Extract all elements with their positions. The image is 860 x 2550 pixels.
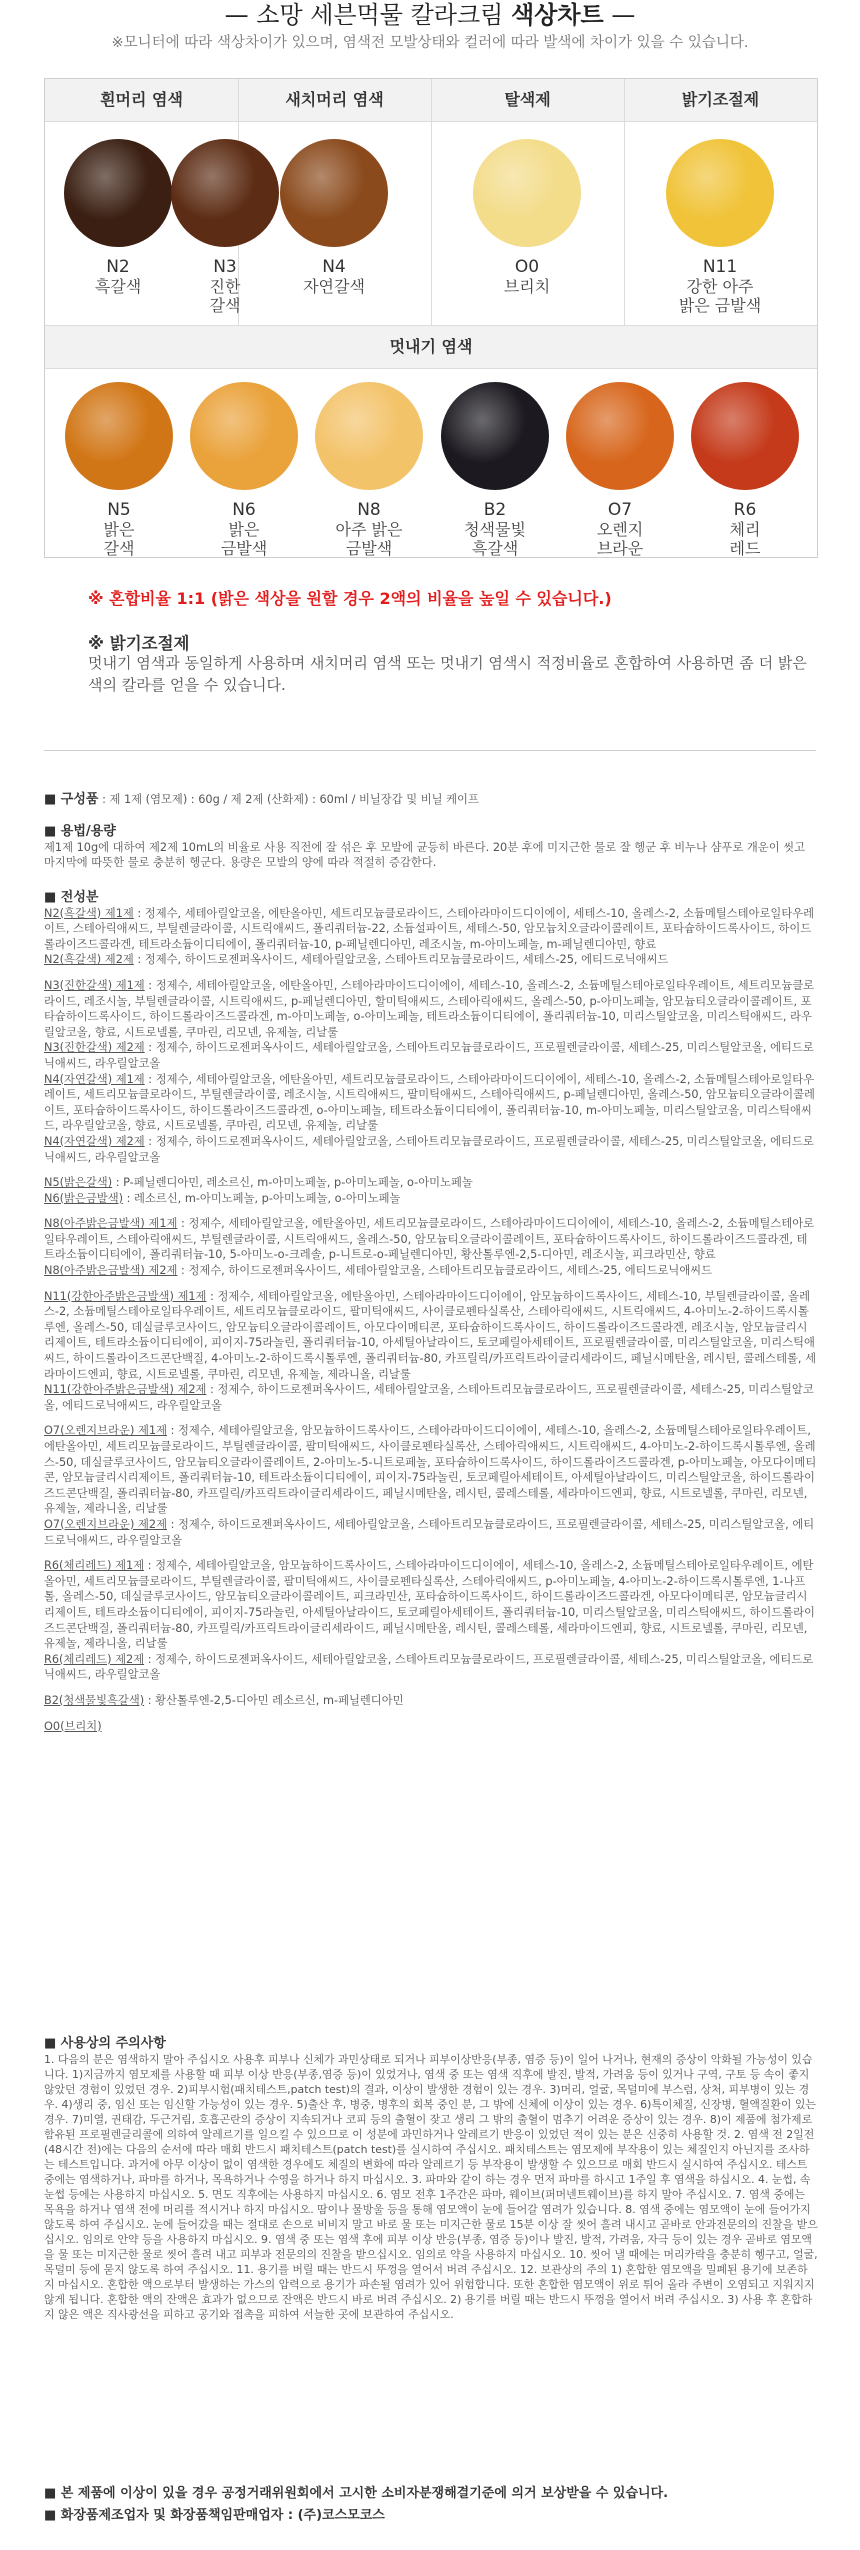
color-chart-table bbox=[44, 78, 818, 558]
mix-ratio-note: ※ 혼합비율 1:1 (밝은 색상을 원할 경우 2액의 비율을 높일 수 있습니다.) bbox=[88, 589, 612, 608]
ingredient-item bbox=[44, 1289, 818, 1383]
ingredient-text: : 레소르신, m-아미노페놀, p-아미노페놀, o-아미노페놀 bbox=[123, 1191, 401, 1205]
hair-swatch-icon bbox=[280, 139, 388, 247]
swatch-n11: N11 강한 아주 밝은 금발색 bbox=[660, 139, 780, 315]
ingredient-head: O7(오렌지브라운) 제2제 bbox=[44, 1517, 167, 1531]
swatch-n2: N2 흑갈색 bbox=[58, 139, 178, 296]
fashion-header-row bbox=[45, 326, 817, 369]
hair-swatch-icon bbox=[441, 382, 549, 490]
ingredient-item bbox=[44, 978, 818, 1040]
ingredient-text: : 황산톨루엔-2,5-디아민 레소르신, m-페닐렌디아민 bbox=[144, 1693, 404, 1707]
hair-swatch-icon bbox=[315, 382, 423, 490]
ingredient-item bbox=[44, 1693, 818, 1709]
ingredient-item bbox=[44, 906, 818, 953]
swatch-n4: N4 자연갈색 bbox=[274, 139, 394, 296]
ingredient-head: N5(밝은갈색) bbox=[44, 1176, 113, 1190]
ingredient-text: : 정제수, 하이드로젠퍼옥사이드, 세테아릴알코올, 스테아트리모늄클로라이드, 프로필렌글라이콜, 세테스-25, 미리스틸알코올, 에티드로닉애씨드, 라우릴알코올 bbox=[44, 1041, 814, 1070]
ingredient-head: N3(진한갈색) 제1제 bbox=[44, 978, 145, 992]
ingredient-head: N8(아주밝은금발색) 제1제 bbox=[44, 1217, 178, 1231]
ingredient-head: N6(밝은금발색) bbox=[44, 1191, 124, 1205]
hair-swatch-icon bbox=[64, 139, 172, 247]
ingredient-text: : 정제수, 하이드로젠퍼옥사이드, 세테아릴알코올, 스테아트리모늄클로라이드, 프로필렌글라이콜, 세테스-25, 미리스틸알코올, 에티드로닉애씨드, 라우릴알코올 bbox=[44, 1383, 814, 1412]
ingredient-text: : 정제수, 하이드로젠퍼옥사이드, 세테아릴알코올, 스테아트리모늄클로라이드, 세테스-25, 에티드로닉애씨드 bbox=[133, 953, 669, 967]
ingredient-item bbox=[44, 1517, 818, 1548]
ingredient-text: : 정제수, 하이드로젠퍼옥사이드, 세테아릴알코올, 스테아트리모늄클로라이드, 프로필렌글라이콜, 세테스-25, 미리스틸알코올, 에티드로닉애씨드, 라우릴알코올 bbox=[44, 1517, 815, 1547]
ingredient-text: : 정제수, 세테아릴알코올, 에탄올아민, 세트리모늄클로라이드, 스테아라마이드디이에이, 세테스-10, 올레스-2, 소듐메틸스테아로일타우레이트, 스테아릭애씨드, 부틸렌글라이콜, 시트릭애씨드, 폴리쿼터늄-22, 소듐설파이트, 세테스-50, 암모늄치오글라이콜레이트, 포타슘하이드록사이드, 하이드롤라이즈드콜라겐, 테트라소듐이디티에이, 폴리쿼터늄-10, p-페닐렌디아민, 레조시놀, m-아미노페놀, m-페닐렌디아민, 향료 bbox=[44, 906, 815, 951]
divider bbox=[44, 750, 816, 751]
ingredient-head: R6(체리레드) 제2제 bbox=[44, 1652, 145, 1666]
hair-swatch-icon bbox=[691, 382, 799, 490]
ingredient-item bbox=[44, 1191, 818, 1207]
ingredient-text: : 정제수, 세테아릴알코올, 에탄올아민, 세트리모늄클로라이드, 스테아라마이드디이에이, 세테스-10, 올레스-2, 소듐메틸스테아로일타우레이트, 스테아릭애씨드, 부틸렌글라이콜, 시트릭애씨드, 올레스-50, 암모늄티오글라이콜레이트, 포타슘하이드록사이드, 하이드롤라이즈드콜라겐, 테트라소듐이디티에이, 폴리쿼터늄-10, 5-아미노-o-크레솔, p-니트로-o-페닐렌디아민, 황산톨루엔-2,5-디아민, 레조시놀, 피크라민산, 향료 bbox=[44, 1217, 815, 1262]
ingredient-text: : 정제수, 하이드로젠퍼옥사이드, 세테아릴알코올, 스테아트리모늄클로라이드, 프로필렌글라이콜, 세테스-25, 미리스틸알코올, 에티드로닉애씨드, 라우릴알코올 bbox=[44, 1134, 814, 1164]
ingredient-list bbox=[44, 906, 818, 1735]
ingredient-head: N4(자연갈색) 제2제 bbox=[44, 1134, 145, 1148]
ingredient-head: B2(청색물빛흑갈색) bbox=[44, 1693, 145, 1707]
header-bleach: 탈색제 bbox=[504, 90, 551, 109]
ingredient-item bbox=[44, 1719, 818, 1735]
ingredient-text: : 정제수, 세테아릴알코올, 에탄올아민, 스테아라마이드디이에이, 암모늄하이드록사이드, 세테스-10, 부틸렌글라이콜, 올레스-2, 소듐메틸스테아로일타우레이트, 세트리모늄클로라이드, 팔미틱애씨드, 사이클로펜타실록산, 스테아릭애씨드, 시트릭애씨드, 4-아미노-2-하이드록시톨루엔, 올레스-50, 데실글루코사이드, 암모늄티오글라이콜레이트, 아모다이메티콘, 포타슘하이드록사이드, 하이드롤라이즈드콜라겐, 레조시놀, 암모늄글리시리제이트, 테트라소듐이디티에이, 피이지-75라놀린, 폴리쿼터늄-10, 아세틸아날라이드, 토코페릴아세테이트, 프로필렌글라이콜, 미리스틸알코올, 미리스틱애씨드, 하이드롤라이즈드콘단백질, 4-아미노-2-하이드록시톨루엔, 폴리쿼터늄-80, 카프릴릭/카프릭트라이글리세라이드, 페닐시메탄올, 레시틴, 콜레스테롤, 세라마이드엔피, 향료, 시트로넬롤, 쿠마린, 리모넨, 유제놀, 제라니올, 리날룰 bbox=[44, 1289, 817, 1381]
ingredient-head: N3(진한갈색) 제2제 bbox=[44, 1041, 145, 1055]
ingredient-item bbox=[44, 1263, 818, 1279]
ingredient-item bbox=[44, 1175, 818, 1191]
ingredient-head: O7(오렌지브라운) 제1제 bbox=[44, 1424, 167, 1438]
header-new-gray-dye: 새치머리 염색 bbox=[285, 90, 384, 109]
guarantee-note: ■ 본 제품에 이상이 있을 경우 공정거래위원회에서 고시한 소비자분쟁해결기준에 의거 보상받을 수 있습니다. bbox=[44, 2486, 669, 2501]
ingredient-text: : 정제수, 하이드로젠퍼옥사이드, 세테아릴알코올, 스테아트리모늄클로라이드, 세테스-25, 에티드로닉애씨드 bbox=[177, 1264, 713, 1278]
ingredient-head: R6(체리레드) 제1제 bbox=[44, 1559, 145, 1573]
ingredient-item bbox=[44, 1134, 818, 1165]
hair-swatch-icon bbox=[190, 382, 298, 490]
ingredients: ■ 전성분 N2(흑갈색) 제1제 : 정제수, 세테아릴알코올, 에탄올아민, 세트리모늄클로라이드, 스테아라마이드디이에이, 세테스-10, 올레스-2, 소듐메틸스테아로일타우레이트, 스테아릭애씨드, 부틸렌글라이콜, 시트릭애씨드, 폴리쿼터늄-22, 소듐설파이트, 세테스-50, 암모늄치오글라이콜레이트, 포타슘하이드록사이드, 하이드롤라이즈드콜라겐, 테트라소듐이디티에이, 폴리쿼터늄-10, p-페닐렌디아민, 레조시놀, m-아미노페놀, m-페닐렌디아민, 향료 N2(흑갈색) 제2제 : 정제수, 하이드로젠퍼옥사이드, 세테아릴알코올, 스테아트리모늄클로라이드, 세테스-25, 에티드로닉애씨드 N3(진한갈색) 제1제 : 정제수, 세테아릴알코올, 에탄올아민, 스테아라마이드디이에이, 세테스-10, 올레스-2, 소듐메틸스테아로일타우레이트, 세트리모늄클로라이드, 레조시놀, 부틸렌글라이콜, 시트릭애씨드, p-페닐렌디아민, 할미틱애씨드, 스테아릭애씨드, 올레스-50, p-아미노페놀, 암모늄티오글라이콜레이트, 포타슘하이드록사이드, 하이드롤라이즈드콜라겐, m-아미노페놀, o-아미노페놀, 테트라소듐이디티에이, 폴리쿼터늄-10, 미리스틸알코올, 미리스틱애씨드, 라우릴알코올, 향료, 시트로넬롤, 쿠마린, 리모넨, 유제놀, 리날룰 N3(진한갈색) 제2제 : 정제수, 하이드로젠퍼옥사이드, 세테아릴알코올, 스테아트리모늄클로라이드, 프로필렌글라이콜, 세테스-25, 미리스틸알코올, 에티드로닉애씨드, 라우릴알코올 N4(자연갈색) 제1제 : 정제수, 세테아릴알코올, 에탄올아민, 세트리모늄클로라이드, 스테아라마이드디이에이, 세테스-10, 올레스-2, 소듐메틸스테아로일타우레이트, 세트리모늄클로라이드, 부틸렌글라이콜, 레조시놀, 시트릭애씨드, 팔미틱애씨드, 스테아릭애씨드, p-페닐렌디아민, 올레스-50, 암모늄티오글라이콜레이트, 포타슘하이드록사이드, 하이드롤라이즈드콜라겐, o-아미노페놀, 테트라소듐이디티에이, 폴리쿼터늄-10, m-아미노페놀, 미리스틸알코올, 미리스틱애씨드, 라우릴알코올, 향료, 시트로넬롤, 쿠마린, 리모넨, 유제놀, 리날룰 N4(자연갈색) 제2제 : 정제수, 하이드로젠퍼옥사이드, 세테아릴알코올, 스테아트리모늄클로라이드, 프로필렌글라이콜, 세테스-25, 미리스틸알코올, 에티드로닉애씨드, 라우릴알코올 N5(밝은갈색) : P-페닐렌디아민, 레소르신, m-아미노페놀, p-아미노페놀, o-아미노페놀 N6(밝은금발색) : 레소르신, m-아미노페놀, p-아미노페놀, o-아미노페놀 N8(아주밝은금발색) 제1제 : 정제수, 세테아릴알코올, 에탄올아민, 세트리모늄클로라이드, 스테아라마이드디이에이, 세테스-10, 올레스-2, 소듐메틸스테아로일타우레이트, 스테아릭애씨드, 부틸렌글라이콜, 시트릭애씨드, 올레스-50, 암모늄티오글라이콜레이트, 포타슘하이드록사이드, 하이드롤라이즈드콜라겐, 테트라소듐이디티에이, 폴리쿼터늄-10, 5-아미노-o-크레솔, p-니트로-o-페닐렌디아민, 황산톨루엔-2,5-디아민, 레조시놀, 피크라민산, 향료 N8(아주밝은금발색) 제2제 : 정제수, 하이드로젠퍼옥사이드, 세테아릴알코올, 스테아트리모늄클로라이드, 세테스-25, 에티드로닉애씨드 N11(강한아주밝은금발색) 제1제 : 정제수, 세테아릴알코올, 에탄올아민, 스테아라마이드디이에이, 암모늄하이드록사이드, 세테스-10, 부틸렌글라이콜, 올레스-2, 소듐메틸스테아로일타우레이트, 세트리모늄클로라이드, 팔미틱애씨드, 사이클로펜타실록산, 스테아릭애씨드, 시트릭애씨드, 4-아미노-2-하이드록시톨루엔, 올레스-50, 데실글루코사이드, 암모늄티오글라이콜레이트, 아모다이메티콘, 포타슘하이드록사이드, 하이드롤라이즈드콜라겐, 레조시놀, 암모늄글리시리제이트, 테트라소듐이디티에이, 피이지-75라놀린, 폴리쿼터늄-10, 아세틸아날라이드, 토코페릴아세테이트, 프로필렌글라이콜, 미리스틸알코올, 미리스틱애씨드, 하이드롤라이즈드콘단백질, 4-아미노-2-하이드록시톨루엔, 폴리쿼터늄-80, 카프릴릭/카프릭트라이글리세라이드, 페닐시메탄올, 레시틴, 콜레스테롤, 세라마이드엔피, 향료, 시트로넬롤, 쿠마린, 리모넨, 유제놀, 제라니올, 리날룰 N11(강한아주밝은금발색) 제2제 : 정제수, 하이드로젠퍼옥사이드, 세테아릴알코올, 스테아트리모늄클로라이드, 프로필렌글라이콜, 세테스-25, 미리스틸알코올, 에티드로닉애씨드, 라우릴알코올 O7(오렌지브라운) 제1제 : 정제수, 세테아릴알코올, 암모늄하이드록사이드, 스테아라마이드디이에이, 세테스-10, 올레스-2, 소듐메틸스테아로일타우레이트, 에탄올아민, 세트리모늄클로라이드, 부틸렌글라이콜, 팔미틱애씨드, 사이클로펜타실록산, 스테아릭애씨드, 시트릭애씨드, 4-아미노-2-하이드록시톨루엔, 올레스-50, 데실글루코사이드, 암모늄티오글라이콜레이트, 2-아미노-5-니트로페놀, 포타슘하이드록사이드, 하이드롤라이즈드콜라겐, p-아미노페놀, 아모다이메티콘, 암모늄글리시리제이트, 폴리쿼터늄-10, 테트라소듐이디티에이, 피이지-75라놀린, 토코페릴아세테이트, 아세틸아날라이드, 미리스틸알코올, 하이드롤라이즈드콘단백질, 폴리쿼터늄-80, 카프릴릭/카프릭트라이글리세라이드, 페닐시메탄올, 레시틴, 콜레스테롤, 세라마이드엔피, 향료, 시트로넬롤, 쿠마린, 리모넨, 유제놀, 제라니올, 리날룰 O7(오렌지브라운) 제2제 : 정제수, 하이드로젠퍼옥사이드, 세테아릴알코올, 스테아트리모늄클로라이드, 프로필렌글라이콜, 세테스-25, 미리스틸알코올, 에티드로닉애씨드, 라우릴알코올 R6(체리레드) 제1제 : 정제수, 세테아릴알코올, 암모늄하이드록사이드, 스테아라마이드디이에이, 세테스-10, 올레스-2, 소듐메틸스테아로일타우레이트, 에탄올아민, 세트리모늄클로라이드, 부틸렌글라이콜, 팔미틱애씨드, 사이클로펜타실록산, 스테아릭애씨드, p-아미노페놀, 4-아미노-2-하이드록시톨루엔, 1-나프톨, 올레스-50, 데실글루코사이드, 암모늄티오글라이콜레이트, 피크라민산, 포타슘하이드록사이드, 하이드롤라이즈드콜라겐, 아모다이메티콘, 암모늄글리시리제이트, 테트라소듐이디티에이, 피이지-75라놀린, 아세틸아날라이드, 토코페릴아세테이트, 폴리쿼터늄-10, 미리스틸알코올, 미리스틱애씨드, 하이드롤라이즈드콘단백질, 폴리쿼터늄-80, 카프릴릭/카프릭트라이글리세라이드, 페닐시메탄올, 레시틴, 콜레스테롤, 세라마이드엔피, 향료, 시트로넬롤, 쿠마린, 리모넨, 유제놀, 제라니올, 리날룰 R6(체리레드) 제2제 : 정제수, 하이드로젠퍼옥사이드, 세테아릴알코올, 스테아트리모늄클로라이드, 프로필렌글라이콜, 세테스-25, 미리스틸알코올, 에티드로닉애씨드, 라우릴알코올 B2(청색물빛흑갈색) : 황산톨루엔-2,5-디아민 레소르신, m-페닐렌디아민 O0(브리치) bbox=[44, 890, 817, 1733]
header-gray-dye: 흰머리 염색 bbox=[100, 90, 183, 109]
brightener-text: 멋내기 염색과 동일하게 사용하며 새치머리 염색 또는 멋내기 염색시 적정비율로 혼합하여 사용하면 좀 더 밝은색의 칼라를 얻을 수 있습니다. bbox=[88, 654, 807, 694]
swatch-n8: N8 아주 밝은 금발색 bbox=[311, 382, 427, 558]
ingredient-item bbox=[44, 1382, 818, 1413]
ingredient-item bbox=[44, 1040, 818, 1071]
page-title: — 소망 세븐먹물 칼라크림 색상차트 — bbox=[224, 1, 636, 29]
ingredient-head: N8(아주밝은금발색) 제2제 bbox=[44, 1264, 178, 1278]
ingredient-text: : P-페닐렌디아민, 레소르신, m-아미노페놀, p-아미노페놀, o-아미노페놀 bbox=[112, 1176, 473, 1190]
hair-swatch-icon bbox=[566, 382, 674, 490]
ingredient-text: : 정제수, 세테아릴알코올, 암모늄하이드록사이드, 스테아라마이드디이에이, 세테스-10, 올레스-2, 소듐메틸스테아로일타우레이트, 에탄올아민, 세트리모늄클로라이드, 부틸렌글라이콜, 팔미틱애씨드, 사이클로펜타실록산, 스테아릭애씨드, 시트릭애씨드, 4-아미노-2-하이드록시톨루엔, 올레스-50, 데실글루코사이드, 암모늄티오글라이콜레이트, 2-아미노-5-니트로페놀, 포타슘하이드록사이드, 하이드롤라이즈드콜라겐, p-아미노페놀, 아모다이메티콘, 암모늄글리시리제이트, 폴리쿼터늄-10, 테트라소듐이디티에이, 피이지-75라놀린, 토코페릴아세테이트, 아세틸아날라이드, 미리스틸알코올, 하이드롤라이즈드콘단백질, 폴리쿼터늄-80, 카프릴릭/카프릭트라이글리세라이드, 페닐시메탄올, 레시틴, 콜레스테롤, 세라마이드엔피, 향료, 시트로넬롤, 쿠마린, 리모넨, 유제놀, 제라니올, 리날룰 bbox=[44, 1424, 817, 1516]
ingredient-head: N11(강한아주밝은금발색) 제1제 bbox=[44, 1289, 207, 1303]
page-subtitle: ※모니터에 따라 색상차이가 있으며, 염색전 모발상태와 컬러에 따라 발색에 차이가 있을 수 있습니다. bbox=[111, 35, 749, 51]
hair-swatch-icon bbox=[666, 139, 774, 247]
swatch-r6: R6 체리 레드 bbox=[687, 382, 803, 558]
usage: ■ 용법/용량 제1제 10g에 대하여 제2제 10mL의 비율로 사용 직전에 잘 섞은 후 모발에 균등히 바른다. 20분 후에 미지근한 물로 잘 헹군 후 비누나 샴푸로 개운이 씻고 마지막에 따뜻한 물로 충분히 헹군다. 용량은 모발의 양에 따라 적절히 증감한다. bbox=[44, 824, 806, 870]
ingredient-item bbox=[44, 1558, 818, 1652]
hair-swatch-icon bbox=[473, 139, 581, 247]
header-brightener: 밝기조절제 bbox=[681, 90, 760, 109]
swatch-n3: N3 진한 갈색 bbox=[165, 139, 285, 315]
swatch-b2: B2 청색물빛 흑갈색 bbox=[437, 382, 553, 558]
swatch-o0: O0 브리치 bbox=[467, 139, 587, 296]
ingredient-text: : 정제수, 하이드로젠퍼옥사이드, 세테아릴알코올, 스테아트리모늄클로라이드, 프로필렌글라이콜, 세테스-25, 미리스틸알코올, 에티드로닉애씨드, 라우릴알코올 bbox=[44, 1652, 814, 1682]
brightener-title: ※ 밝기조절제 bbox=[88, 634, 190, 653]
ingredient-head: N2(흑갈색) 제1제 bbox=[44, 906, 134, 920]
ingredient-item bbox=[44, 1216, 818, 1263]
ingredient-head: N11(강한아주밝은금발색) 제2제 bbox=[44, 1383, 207, 1397]
ingredient-item bbox=[44, 1423, 818, 1517]
ingredient-text: : 정제수, 세테아릴알코올, 에탄올아민, 세트리모늄클로라이드, 스테아라마이드디이에이, 세테스-10, 올레스-2, 소듐메틸스테아로일타우레이트, 세트리모늄클로라이드, 부틸렌글라이콜, 레조시놀, 시트릭애씨드, 팔미틱애씨드, 스테아릭애씨드, p-페닐렌디아민, 올레스-50, 암모늄티오글라이콜레이트, 포타슘하이드록사이드, 하이드롤라이즈드콜라겐, o-아미노페놀, 테트라소듐이디티에이, 폴리쿼터늄-10, m-아미노페놀, 미리스틸알코올, 미리스틱애씨드, 라우릴알코올, 향료, 시트로넬롤, 쿠마린, 리모넨, 유제놀, 리날룰 bbox=[44, 1072, 815, 1133]
hair-swatch-icon bbox=[171, 139, 279, 247]
swatch-o7: O7 오렌지 브라운 bbox=[562, 382, 678, 558]
swatch-n5: N5 밝은 갈색 bbox=[61, 382, 177, 558]
manufacturer-note: ■ 화장품제조업자 및 화장품책임판매업자 : (주)코스모코스 bbox=[44, 2508, 385, 2523]
ingredient-text: : 정제수, 세테아릴알코올, 암모늄하이드록사이드, 스테아라마이드디이에이, 세테스-10, 올레스-2, 소듐메틸스테아로일타우레이트, 에탄올아민, 세트리모늄클로라이드, 부틸렌글라이콜, 팔미틱애씨드, 사이클로펜타실록산, 스테아릭애씨드, p-아미노페놀, 4-아미노-2-하이드록시톨루엔, 1-나프톨, 올레스-50, 데실글루코사이드, 암모늄티오글라이콜레이트, 피크라민산, 포타슘하이드록사이드, 하이드롤라이즈드콜라겐, 아모다이메티콘, 암모늄글리시리제이트, 테트라소듐이디티에이, 피이지-75라놀린, 아세틸아날라이드, 토코페릴아세테이트, 폴리쿼터늄-10, 미리스틸알코올, 미리스틱애씨드, 하이드롤라이즈드콘단백질, 폴리쿼터늄-80, 카프릴릭/카프릭트라이글리세라이드, 페닐시메탄올, 레시틴, 콜레스테롤, 세라마이드엔피, 향료, 시트로넬롤, 쿠마린, 리모넨, 유제놀, 제라니올, 리날룰 bbox=[44, 1559, 815, 1651]
ingredient-text: : 정제수, 세테아릴알코올, 에탄올아민, 스테아라마이드디이에이, 세테스-10, 올레스-2, 소듐메틸스테아로일타우레이트, 세트리모늄클로라이드, 레조시놀, 부틸렌글라이콜, 시트릭애씨드, p-페닐렌디아민, 할미틱애씨드, 스테아릭애씨드, 올레스-50, p-아미노페놀, 암모늄티오글라이콜레이트, 포타슘하이드록사이드, 하이드롤라이즈드콜라겐, m-아미노페놀, o-아미노페놀, 테트라소듐이디티에이, 폴리쿼터늄-10, 미리스틸알코올, 미리스틱애씨드, 라우릴알코올, 향료, 시트로넬롤, 쿠마린, 리모넨, 유제놀, 리날룰 bbox=[44, 978, 815, 1039]
header-fashion-dye: 멋내기 염색 bbox=[389, 337, 473, 356]
column-divider bbox=[624, 79, 625, 325]
swatch-n6: N6 밝은 금발색 bbox=[186, 382, 302, 558]
hair-swatch-icon bbox=[65, 382, 173, 490]
composition: ■ 구성품 : 제 1제 (염모제) : 60g / 제 2제 (산화제) : 60ml / 비닐장갑 및 비닐 케이프 bbox=[44, 792, 479, 807]
ingredient-head: N2(흑갈색) 제2제 bbox=[44, 953, 134, 967]
ingredient-head: O0(브리치) bbox=[44, 1719, 102, 1733]
column-divider bbox=[431, 79, 432, 325]
ingredient-item bbox=[44, 1652, 818, 1683]
ingredient-head: N4(자연갈색) 제1제 bbox=[44, 1072, 145, 1086]
ingredient-item bbox=[44, 952, 818, 968]
ingredient-item bbox=[44, 1072, 818, 1134]
precautions: ■ 사용상의 주의사항 1. 다음의 분은 염색하지 말아 주십시오 사용후 피부나 신체가 과민상태로 되거나 피부이상반응(부종, 염증 등)이 일어 나거나, 현재의 증상이 악화될 가능성이 있습니다. 1)지금까지 염모제를 사용할 때 피부 이상 반응(부종,염증 등)이 있었거나, 염색 중 또는 염색 직후에 발진, 발적, 가려움 등이 있거나 구역, 구토 등 속이 좋지 않았던 경험이 있었던 경우. 2)피부시험(패치테스트,patch test)의 결과, 이상이 발생한 경험이 있는 경우. 3)머리, 얼굴, 목덜미에 부스럼, 상처, 피부병이 있는 경우. 4)생리 중, 임신 또는 임신할 가능성이 있는 경우. 5)출산 후, 병중, 병후의 회복 중인 분, 그 밖에 신체에 이상이 있는 경우. 6)특이체질, 신장병, 혈액질환이 있는 경우. 7)미열, 권태감, 두근거림, 호흡곤란의 증상이 지속되거나 코피 등의 출혈이 잦고 생리 그 밖의 출혈이 멈추기 어려운 증상이 있는 경우. 8)이 제품에 첨가제로 함유된 프로필렌글리콜에 의하여 알레르기를 일으킬 수 있으므로 이 성분에 과민하거나 알레르기 반응이 있었던 적이 있는 분은 신중히 사용할 것. 2. 염색 전 2일전(48시간 전)에는 다음의 순서에 따라 매회 반드시 패치테스트(patch test)를 실시하여 주십시오. 패치테스트는 염모제에 부작용이 있는 체질인지 아닌지를 조사하는 테스트입니다. 과거에 아무 이상이 없이 염색한 경우에도 체질의 변화에 따라 알레르기 등 부작용이 발생할 수 있으므로 매회 반드시 실시하여 주십시오. 테스트 중에는 염색하거나, 파마를 하거나, 목욕하거나 수영을 하거나 하지 마십시오. 3. 파마와 같이 하는 경우 먼저 파마를 하시고 1주일 후 염색을 하십시오. 4. 눈썹, 속눈썹 등에는 사용하지 마십시오. 5. 면도 직후에는 사용하지 마십시오. 6. 염모 전후 1주간은 파마, 웨이브(퍼머넨트웨이브)를 하지 말아 주십시오. 7. 염색 중에는 목욕을 하거나 염색 전에 머리를 적시거나 하지 마십시오. 땀이나 물방울 등을 통해 염모액이 눈에 들어갈 염려가 있습니다. 8. 염색 중에는 염모액이 눈에 들어가지 않도록 하여 주십시오. 눈에 들어갔을 때는 절대로 손으로 비비지 말고 바로 물 또는 미지근한 물로 15분 이상 잘 씻어 흘려 내시고 곧바로 안과전문의의 진찰을 받으십시오. 임의로 안약 등을 사용하지 마십시오. 9. 염색 중 또는 염색 후에 피부 이상 반응(부종, 염증 등)이나 발진, 발적, 가려움, 자극 등이 있는 경우 곧바로 염모액을 물 또는 미지근한 물로 씻어 흘려 내고 피부과 전문의의 진찰을 받으십시오. 임의로 약을 사용하지 마십시오. 10. 씻어 낼 때에는 머리카락을 충분히 헹구고, 얼굴, 목덜미 등에 묻지 않도록 하여 주십시오. 11. 용기를 버릴 때는 반드시 뚜껑을 열어서 버려 주십시오. 12. 보관상의 주의 1) 혼합한 염모액을 밀폐된 용기에 보존하지 마십시오. 혼합한 액으로부터 발생하는 가스의 압력으로 용기가 파손될 염려가 있어 위험합니다. 또한 혼합한 염모액이 위로 튀어 올라 주변이 오염되고 지워지지 않게 됩니다. 혼합한 액의 잔액은 효과가 없으므로 잔액은 반드시 바로 버려 주십시오. 2) 용기를 버릴 때는 반드시 뚜껑을 열어서 버려 주십시오. 3) 사용 후 혼합하지 않은 액은 직사광선을 피하고 공기와 접촉을 피하여 서늘한 곳에 보관하여 주십시오. bbox=[44, 2036, 818, 2321]
